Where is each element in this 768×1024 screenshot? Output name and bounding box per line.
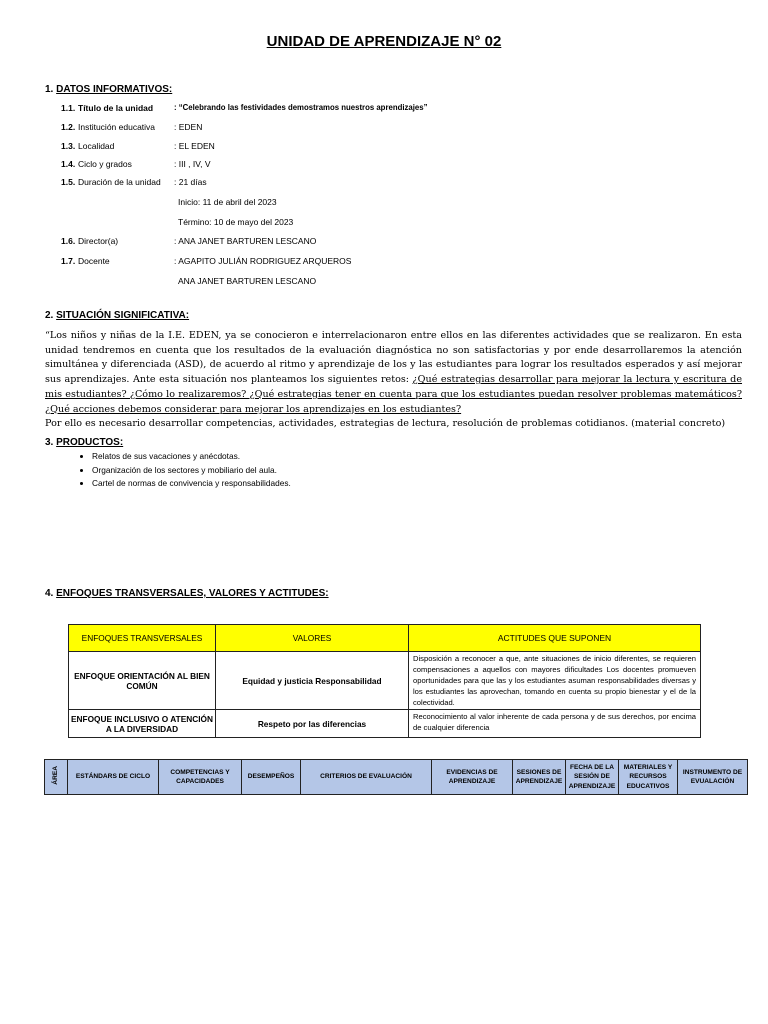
datos-item-value: ANA JANET BARTUREN LESCANO xyxy=(178,276,317,286)
situacion-text: “Los niños y niñas de la I.E. EDEN, ya se conocieron e interrelacionaron entre ellos en las diferentes actividades que se realizaron. En esta unidad tendremos en cuenta que los resultados de la evaluación diagnóstica no son satisfactorias y por ende desarrollaremos la atención simultánea y diferenciada (ASD), de acuerdo al ritmo y aprendizaje de los y las estudiantes para lograr los resultados esperados y así mejorar sus aprendizajes. Ante esta situación nos planteamos los siguientes retos: xyxy=(45,330,742,386)
datos-item-number: 1.5. xyxy=(61,177,76,187)
column-header: VALORES xyxy=(216,625,409,652)
datos-item-label: Título de la unidad xyxy=(78,103,154,113)
document-title: UNIDAD DE APRENDIZAJE N° 02 xyxy=(266,33,502,50)
column-header-label: ÁREA xyxy=(52,765,60,785)
column-header: FECHA DE LA SESIÓN DE APRENDIZAJE xyxy=(566,760,619,795)
column-header: SESIONES DE APRENDIZAJE xyxy=(513,760,566,795)
datos-item-number: 1.7. xyxy=(61,256,76,266)
table-row xyxy=(69,710,701,738)
datos-item-number: 1.1. xyxy=(61,103,76,113)
datos-item-label: Director(a) xyxy=(78,236,119,246)
table-cell: ENFOQUE ORIENTACIÓN AL BIEN COMÚN xyxy=(69,652,216,710)
datos-item-number: 1.3. xyxy=(61,141,76,151)
table-cell: Equidad y justicia Responsabilidad xyxy=(216,652,409,710)
column-header: ACTITUDES QUE SUPONEN xyxy=(409,625,701,652)
table-cell: Reconocimiento al valor inherente de cada persona y de sus derechos, por encima de cualquier diferencia xyxy=(409,710,701,738)
column-header: ESTÁNDARS DE CICLO xyxy=(68,760,159,795)
datos-item-label: Ciclo y grados xyxy=(78,159,132,169)
datos-item-value: : EDEN xyxy=(174,122,203,132)
section-2-title: SITUACIÓN SIGNIFICATIVA: xyxy=(56,310,190,321)
planificacion-table xyxy=(44,759,748,795)
datos-item-value: : “Celebrando las festividades demostramos nuestros aprendizajes” xyxy=(174,103,428,112)
datos-item-value: Término: 10 de mayo del 2023 xyxy=(178,217,294,227)
productos-list xyxy=(76,450,291,491)
situacion-retos: ¿Qué estrategias desarrollar para mejorar la lectura y escritura de mis estudiantes? ¿Cómo lo realizaremos? ¿Qué estrategias tener en cuenta para que los estudiantes puedan resolver problemas matemáticos? ¿Qué acciones debemos considerar para mejorar los aprendizajes en los estudiantes? xyxy=(45,374,743,415)
datos-item-label: Duración de la unidad xyxy=(78,177,161,187)
list-item: • Cartel de normas de convivencia y responsabilidades. xyxy=(92,477,291,491)
datos-item-number: 1.4. xyxy=(61,159,76,169)
datos-item-value: Inicio: 11 de abril del 2023 xyxy=(178,197,277,207)
table-row xyxy=(69,652,701,710)
section-2-heading xyxy=(45,310,189,321)
column-header: EVIDENCIAS DE APRENDIZAJE xyxy=(432,760,513,795)
column-header: INSTRUMENTO DE EVUALACIÓN xyxy=(678,760,748,795)
section-3-title: PRODUCTOS: xyxy=(56,437,124,448)
table-cell: Respeto por las diferencias xyxy=(216,710,409,738)
list-item: • Relatos de sus vacaciones y anécdotas. xyxy=(92,450,291,464)
datos-item-value: : AGAPITO JULIÁN RODRIGUEZ ARQUEROS xyxy=(174,256,352,266)
section-4-title: ENFOQUES TRANSVERSALES, VALORES Y ACTITUDES: xyxy=(56,588,329,599)
datos-item-label: Institución educativa xyxy=(78,122,156,132)
section-1-title: DATOS INFORMATIVOS: xyxy=(56,84,173,95)
section-3-number: 3. xyxy=(45,437,54,448)
datos-item-value: : EL EDEN xyxy=(174,141,215,151)
section-2-number: 2. xyxy=(45,310,54,321)
table-header-row xyxy=(45,760,748,795)
situacion-significativa xyxy=(45,329,742,432)
section-3-heading xyxy=(45,437,123,448)
table-cell: Disposición a reconocer a que, ante situaciones de inicio diferentes, se requieren compensaciones a aquellos con mayores dificultades Los docentes promueven oportunidades para que las y los estudiantes asuman responsabilidades diversas y los estudiantes las aprovechan, tomando en cuenta su propio bienestar y el de la colectividad. xyxy=(409,652,701,710)
table-cell: ENFOQUE INCLUSIVO O ATENCIÓN A LA DIVERSIDAD xyxy=(69,710,216,738)
datos-item-number: 1.6. xyxy=(61,236,76,246)
column-header xyxy=(45,760,68,795)
column-header: ENFOQUES TRANSVERSALES xyxy=(69,625,216,652)
list-item: • Organización de los sectores y mobiliario del aula. xyxy=(92,464,291,478)
column-header: MATERIALES Y RECURSOS EDUCATIVOS xyxy=(619,760,678,795)
column-header: DESEMPEÑOS xyxy=(242,760,301,795)
datos-item-value: : III , IV, V xyxy=(174,159,211,169)
section-1-number: 1. xyxy=(45,84,54,95)
datos-item-value: : ANA JANET BARTUREN LESCANO xyxy=(174,236,317,246)
datos-item-value: : 21 días xyxy=(174,177,207,187)
column-header: COMPETENCIAS Y CAPACIDADES xyxy=(159,760,242,795)
enfoques-table xyxy=(68,624,701,738)
situacion-conclusion: Por ello es necesario desarrollar competencias, actividades, estrategias de lectura, resolución de problemas cotidianos. (material concreto) xyxy=(45,418,726,430)
column-header: CRITERIOS DE EVALUACIÓN xyxy=(301,760,432,795)
table-header-row xyxy=(69,625,701,652)
section-1-heading xyxy=(45,84,172,95)
section-4-heading xyxy=(45,588,329,599)
section-4-number: 4. xyxy=(45,588,54,599)
datos-item-label: Docente xyxy=(78,256,110,266)
datos-item-label: Localidad xyxy=(78,141,115,151)
datos-item-number: 1.2. xyxy=(61,122,76,132)
